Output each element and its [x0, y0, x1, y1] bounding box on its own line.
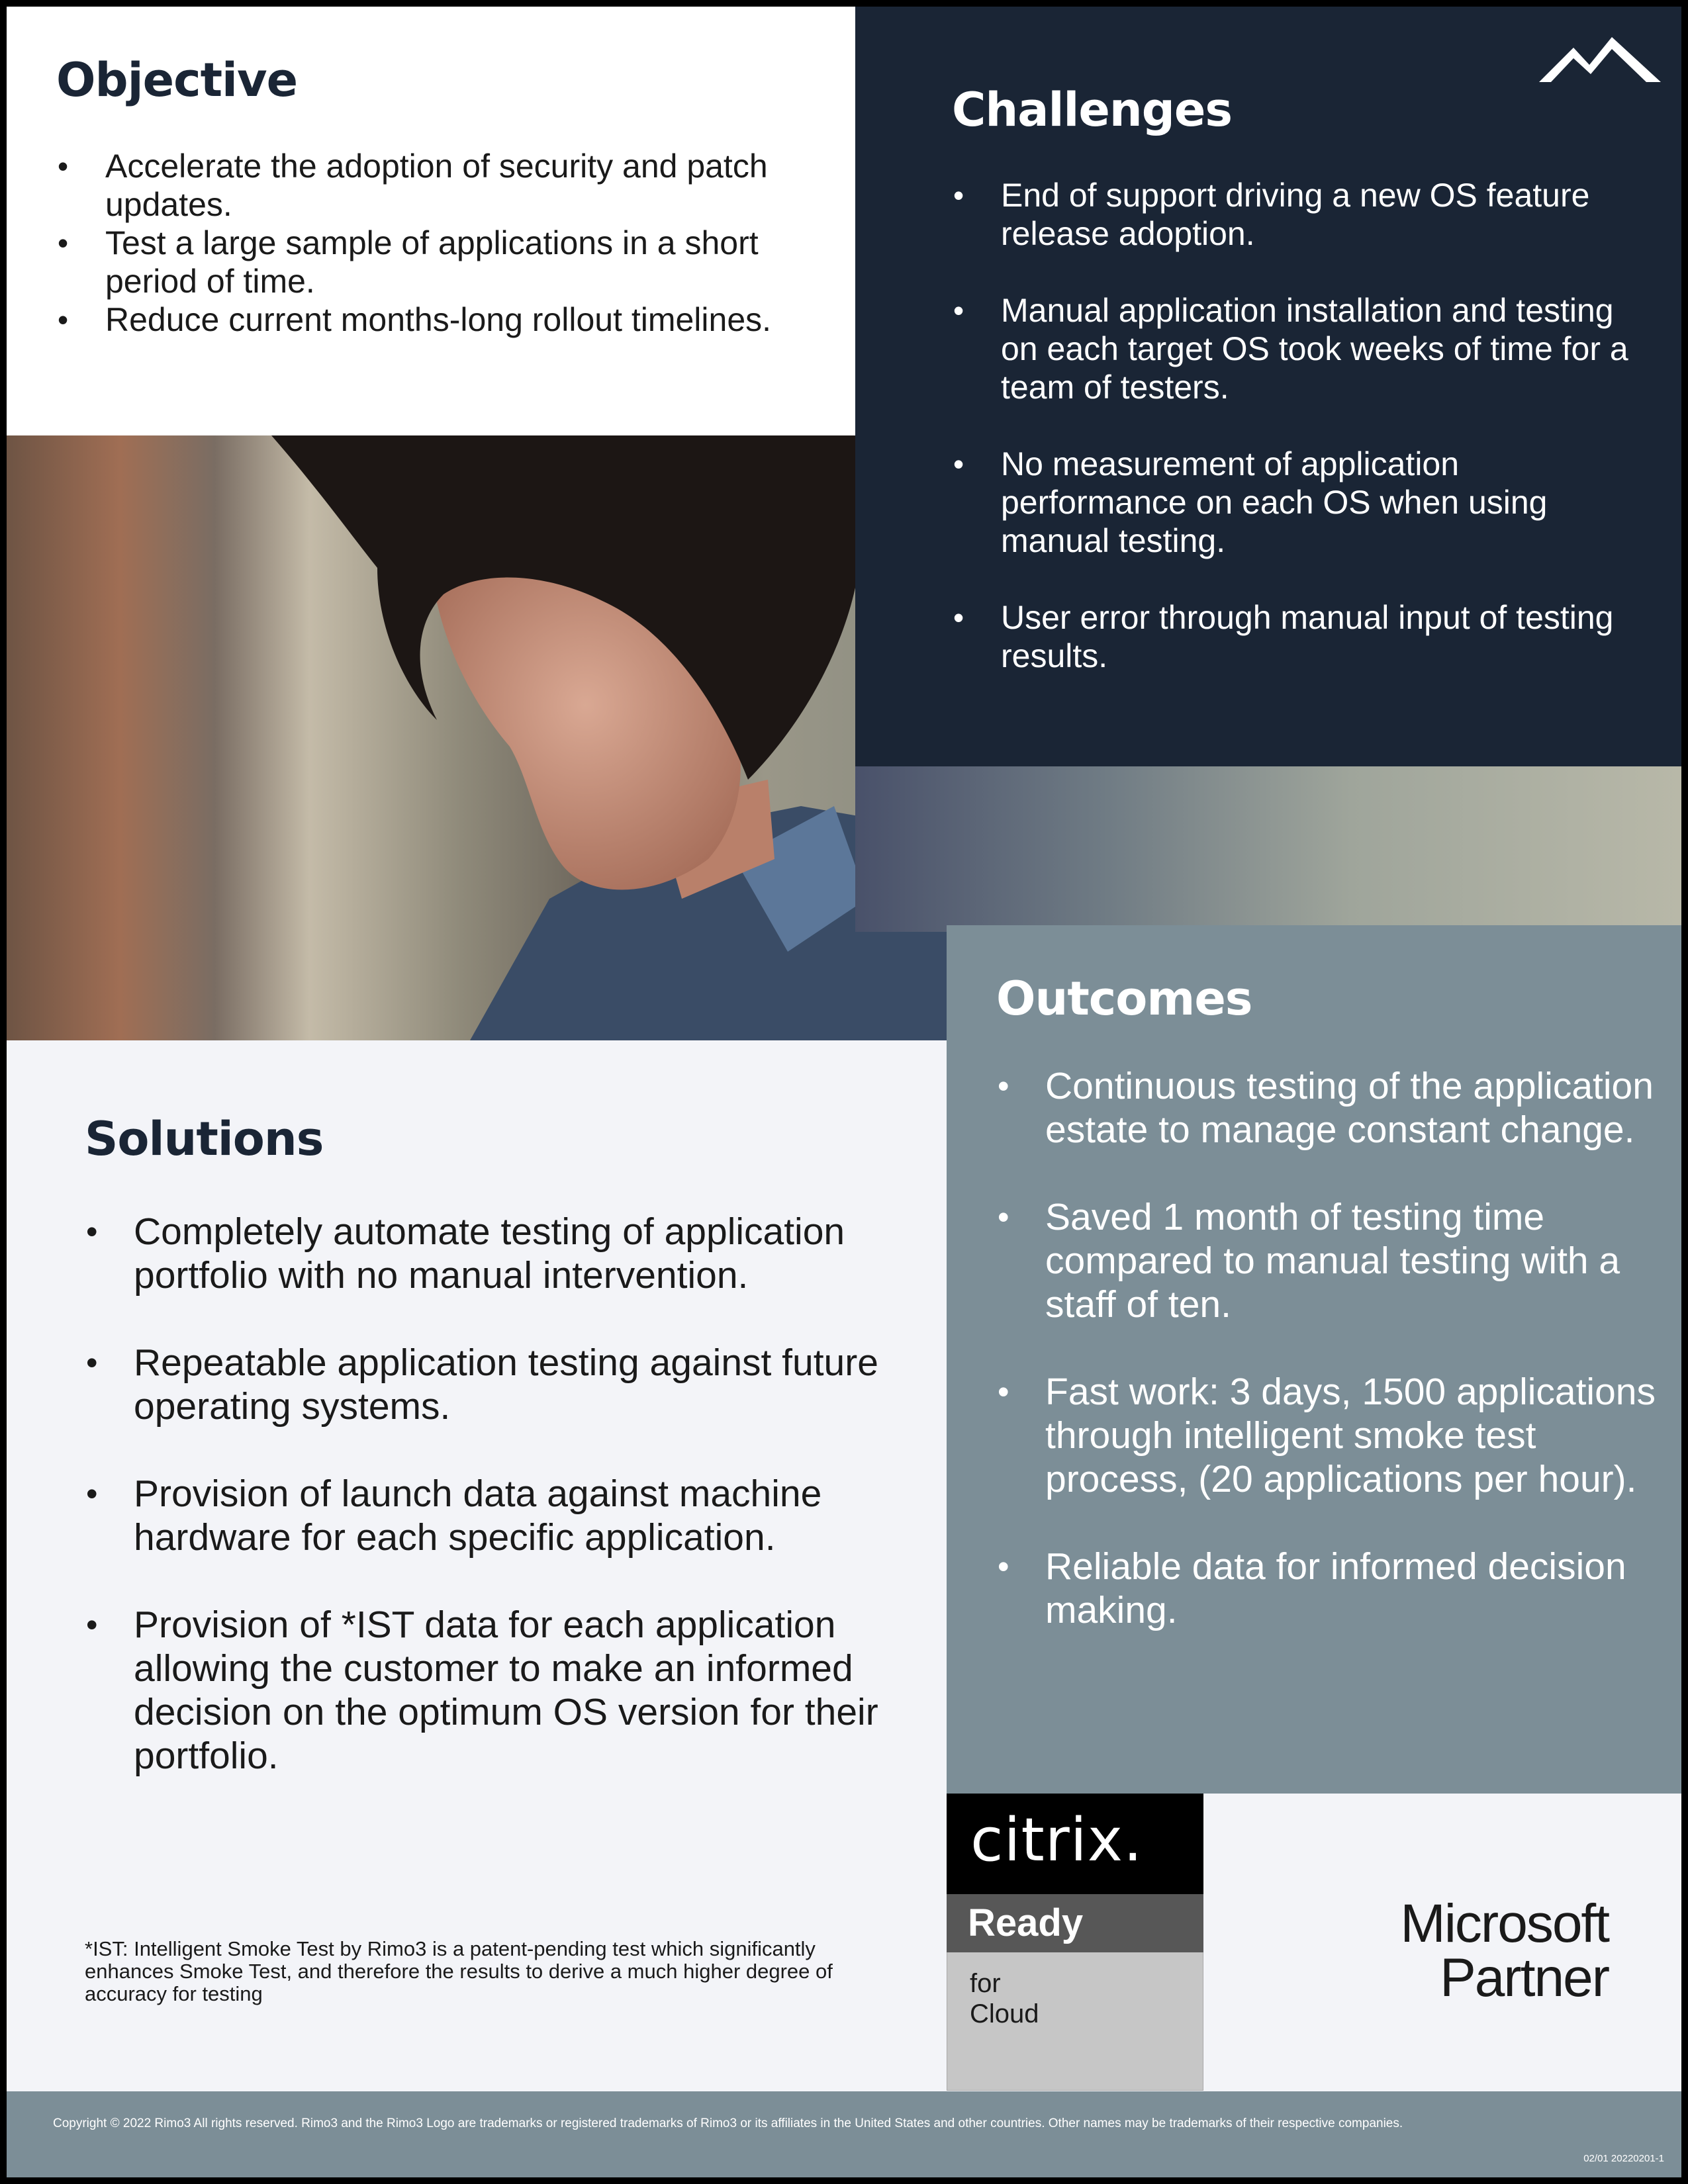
objective-list — [56, 147, 824, 339]
partner-label: Partner — [1440, 1948, 1609, 2008]
citrix-ready-label: Ready — [968, 1901, 1084, 1944]
list-item: • User error through manual input of testing results. — [952, 598, 1647, 675]
photo-strip — [855, 766, 1681, 932]
list-item: • Reliable data for informed decision making. — [996, 1545, 1658, 1632]
list-item: • Saved 1 month of testing time compared to manual testing with a staff of ten. — [996, 1195, 1658, 1326]
list-item: • Repeatable application testing against future operating systems. — [85, 1341, 879, 1428]
microsoft-partner-badge — [1203, 1794, 1681, 2091]
document-code: 02/01 20220201-1 — [1583, 2153, 1664, 2164]
citrix-cloud-label: Cloud — [970, 1999, 1039, 2028]
citrix-ready-badge — [947, 1794, 1203, 2091]
objective-panel — [7, 7, 855, 435]
list-item: • Accelerate the adoption of security and patch updates. — [56, 147, 824, 224]
page — [7, 7, 1681, 2177]
microsoft-label: Microsoft — [1400, 1893, 1609, 1954]
list-item: • Reduce current months-long rollout timelines. — [56, 300, 824, 339]
list-item: • Provision of launch data against machine hardware for each specific application. — [85, 1472, 879, 1559]
solutions-heading: Solutions — [85, 1112, 324, 1166]
objective-heading: Objective — [56, 53, 298, 107]
solutions-list — [85, 1210, 879, 1821]
list-item: • Continuous testing of the application estate to manage constant change. — [996, 1064, 1658, 1152]
copyright-text: Copyright © 2022 Rimo3 All rights reserved. Rimo3 and the Rimo3 Logo are trademarks or registered trademarks of Rimo3 or its affiliates in the United States and other countries. Other names may be trademarks of their respective companies. — [53, 2116, 1403, 2130]
citrix-logo-block — [947, 1794, 1203, 1894]
hero-photo — [7, 435, 953, 1040]
mountain-logo-icon — [1534, 33, 1666, 93]
person-illustration — [7, 435, 953, 1040]
footer — [7, 2091, 1681, 2177]
citrix-ready-block — [947, 1894, 1203, 1952]
challenges-list — [952, 176, 1647, 713]
list-item: • Provision of *IST data for each application allowing the customer to make an informed decision on the optimum OS version for their portfolio. — [85, 1603, 879, 1778]
outcomes-list — [996, 1064, 1658, 1676]
challenges-heading: Challenges — [952, 83, 1232, 137]
challenges-panel — [855, 7, 1681, 766]
list-item: • Manual application installation and testing on each target OS took weeks of time for a team of testers. — [952, 291, 1647, 406]
list-item: • End of support driving a new OS feature release adoption. — [952, 176, 1647, 253]
citrix-logo: citrix. — [970, 1805, 1143, 1875]
list-item: • No measurement of application performance on each OS when using manual testing. — [952, 445, 1647, 560]
footnote: *IST: Intelligent Smoke Test by Rimo3 is a patent-pending test which significantly enhances Smoke Test, and therefore the results to derive a much higher degree of accuracy for testing — [85, 1937, 833, 2005]
list-item: • Test a large sample of applications in a short period of time. — [56, 224, 824, 300]
citrix-for-label: for — [970, 1969, 1001, 1998]
outcomes-heading: Outcomes — [996, 972, 1252, 1026]
outcomes-panel — [947, 925, 1681, 1803]
list-item: • Completely automate testing of application portfolio with no manual intervention. — [85, 1210, 879, 1297]
citrix-cloud-block — [947, 1952, 1203, 2091]
list-item: • Fast work: 3 days, 1500 applications through intelligent smoke test process, (20 applications per hour). — [996, 1370, 1658, 1501]
